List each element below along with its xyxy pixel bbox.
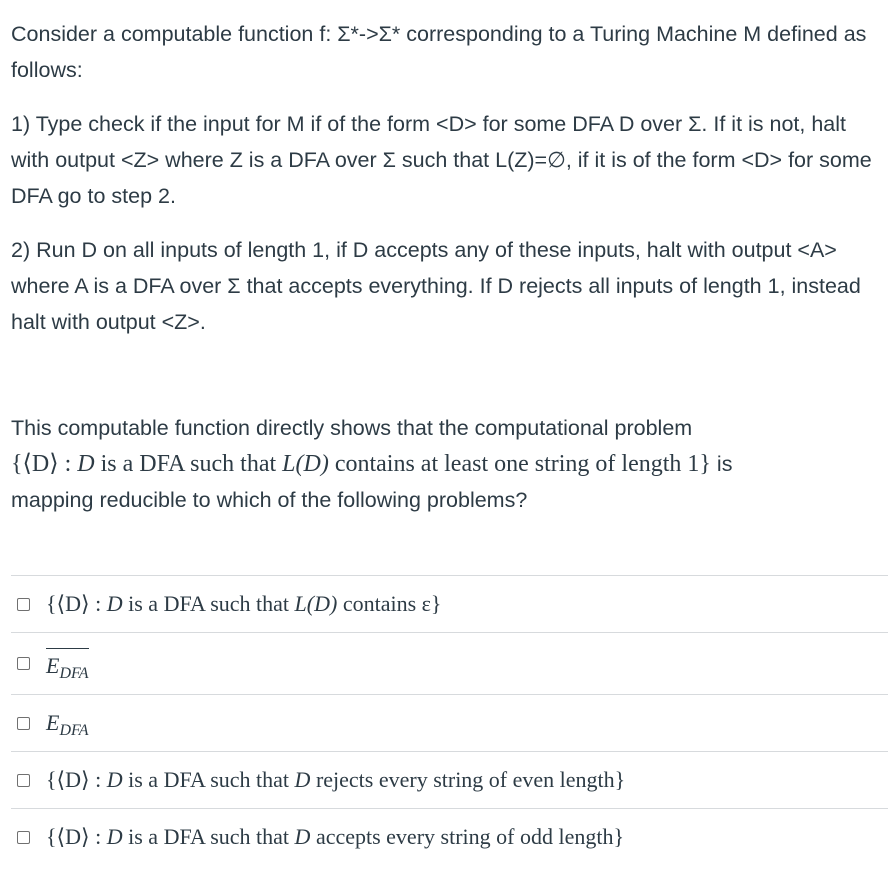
question-step-1: 1) Type check if the input for M if of the form <D> for some DFA D over Σ. If it is not, halt with output <Z> where Z is a DFA over Σ such that L(Z)=∅, if it is of the form <D> for some DFA go to step 2. bbox=[11, 112, 872, 208]
question-text bbox=[11, 16, 881, 518]
answer-label: $E_{DFA}$ bbox=[46, 648, 89, 679]
answer-label: {⟨D⟩ : D is a DFA such that D accepts every string of odd length} bbox=[46, 824, 625, 849]
answer-option-5[interactable] bbox=[11, 808, 888, 865]
answer-checkbox[interactable] bbox=[17, 598, 30, 611]
answer-label: {⟨D⟩ : D is a DFA such that L(D) contains ε} bbox=[46, 591, 442, 616]
answer-option-1[interactable] bbox=[11, 575, 888, 632]
closing-is: is bbox=[710, 452, 733, 476]
answer-checkbox[interactable] bbox=[17, 717, 30, 730]
answer-label: $E_{DFA}$ bbox=[46, 710, 89, 739]
answer-label: {⟨D⟩ : D is a DFA such that D rejects every string of even length} bbox=[46, 767, 626, 792]
closing-math: {⟨D⟩ : D is a DFA such that L(D) contains at least one string of length 1} bbox=[11, 451, 711, 477]
answer-option-4[interactable] bbox=[11, 751, 888, 808]
answer-list bbox=[11, 575, 888, 865]
closing-text-before: This computable function directly shows that the computational problem bbox=[11, 416, 693, 440]
question-step-2: 2) Run D on all inputs of length 1, if D accepts any of these inputs, halt with output <A> where A is a DFA over Σ that accepts everything. If D rejects all inputs of length 1, instead halt with output <Z>. bbox=[11, 238, 861, 334]
answer-checkbox[interactable] bbox=[17, 831, 30, 844]
closing-text-after: mapping reducible to which of the following problems? bbox=[11, 488, 528, 512]
question-closing bbox=[11, 410, 881, 518]
question-intro: Consider a computable function f: Σ*->Σ* corresponding to a Turing Machine M defined as follows: bbox=[11, 22, 867, 82]
answer-option-2[interactable] bbox=[11, 632, 888, 694]
answer-checkbox[interactable] bbox=[17, 774, 30, 787]
answer-option-3[interactable] bbox=[11, 694, 888, 751]
answer-checkbox[interactable] bbox=[17, 657, 30, 670]
